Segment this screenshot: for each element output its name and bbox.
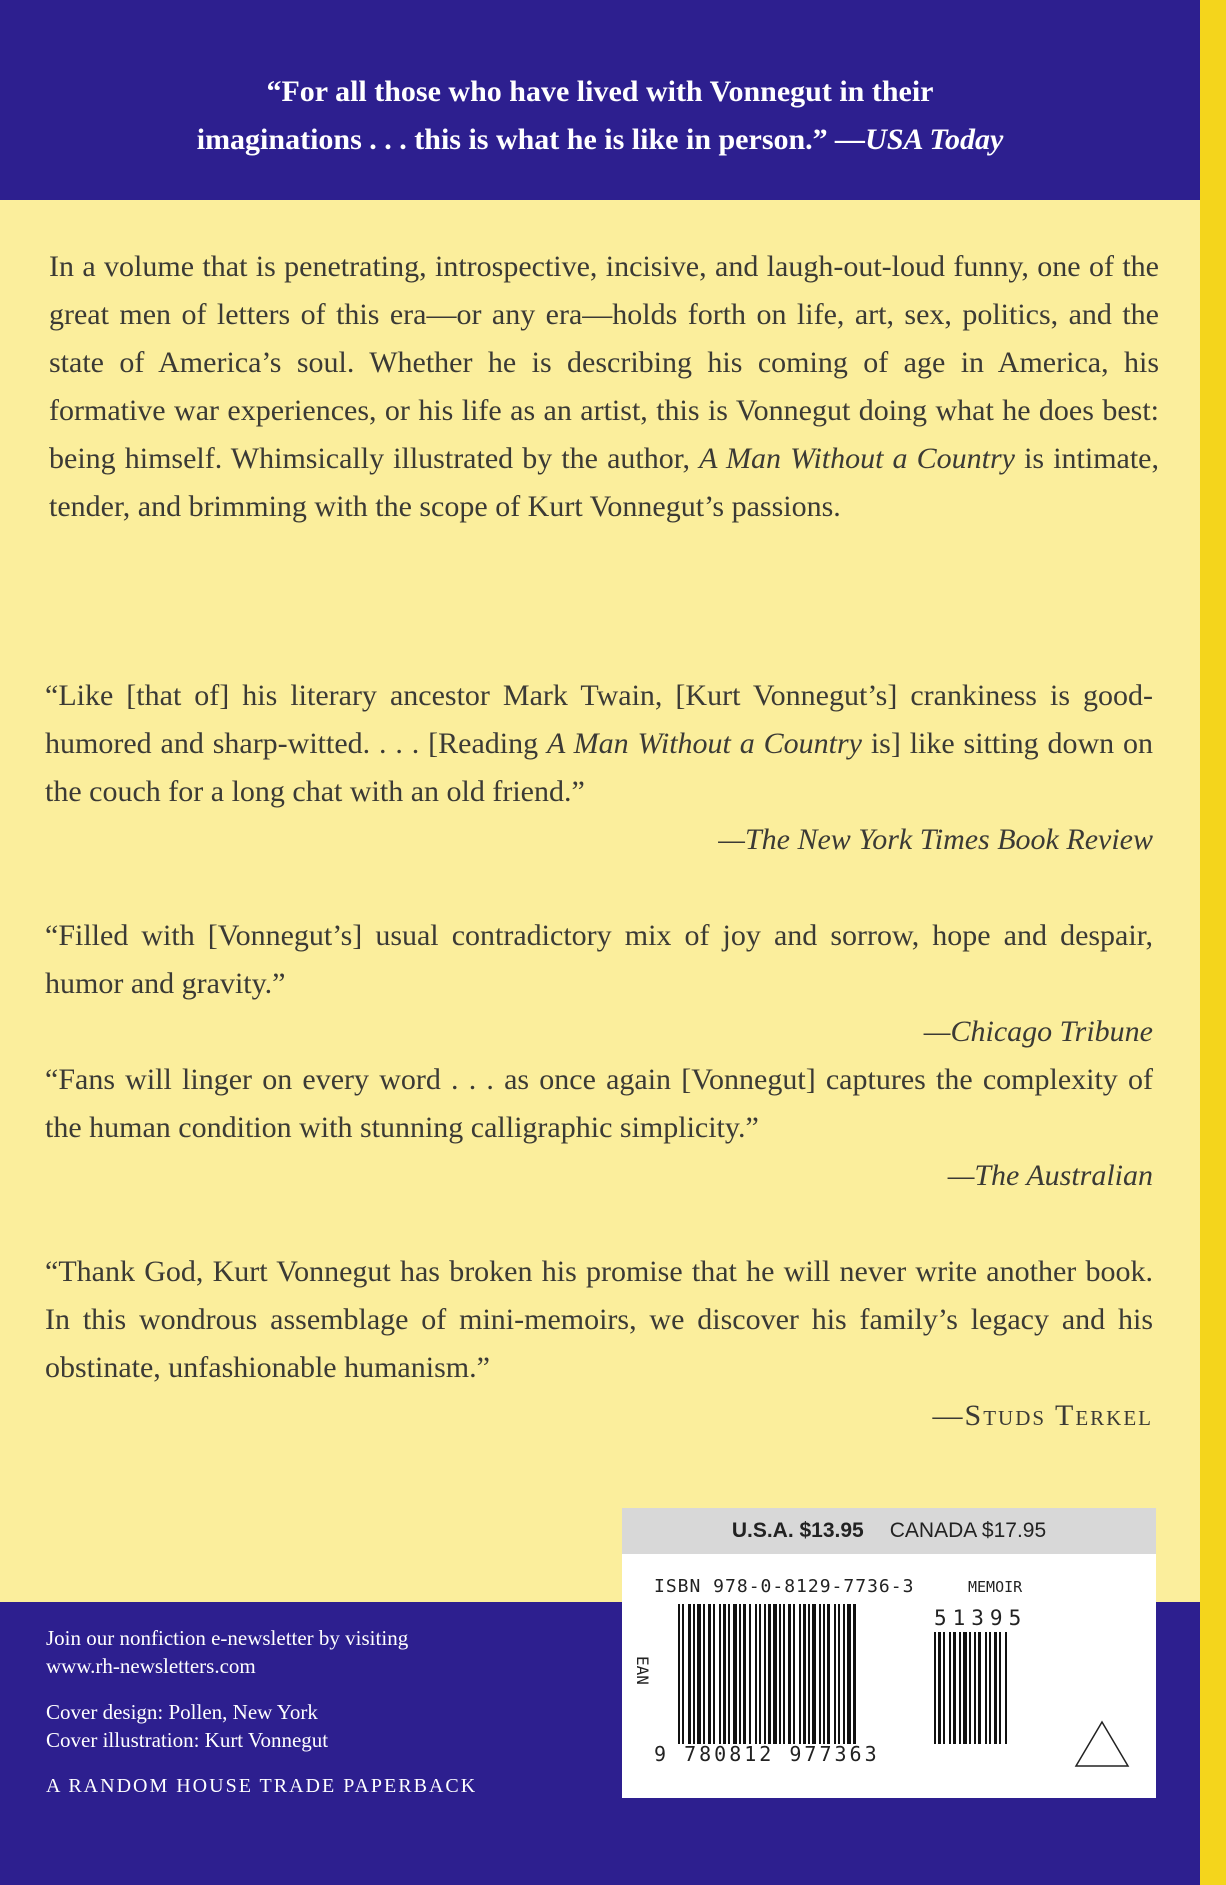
barcode-bar bbox=[713, 1604, 715, 1744]
price-addon-barcode bbox=[934, 1632, 1054, 1744]
barcode-bar bbox=[953, 1632, 956, 1744]
barcode-bar bbox=[808, 1604, 810, 1744]
barcode-bar bbox=[708, 1604, 711, 1744]
quote-text: “Fans will linger on every word . . . as once again [Vonnegut] captures the complexity of the human condition with stunning calligraphic simplicity.” bbox=[45, 1063, 1153, 1144]
barcode-bar bbox=[697, 1604, 701, 1744]
barcode-bar bbox=[978, 1632, 981, 1744]
barcode-bar bbox=[959, 1632, 961, 1744]
publisher-imprint: A RANDOM HOUSE TRADE PAPERBACK bbox=[46, 1775, 478, 1797]
book-description bbox=[49, 243, 1159, 531]
ean-barcode bbox=[678, 1604, 918, 1744]
cover-illustration-credit: Cover illustration: Kurt Vonnegut bbox=[46, 1728, 329, 1752]
barcode-bar bbox=[949, 1632, 951, 1744]
review-quote-australian bbox=[45, 1056, 1153, 1200]
blurb-part-2: is intimate, tender, and brimming with the scope of Kurt Vonnegut’s passions. bbox=[49, 442, 1159, 523]
quote-text-pre: “Like [that of] his literary ancestor Mark Twain, [Kurt Vonnegut’s] crankiness is good-humored and sharp-witted. . . . [Reading bbox=[45, 679, 1153, 760]
tagline-line-2-text: imaginations . . . this is what he is like in person.” bbox=[196, 123, 836, 156]
barcode-bar bbox=[783, 1604, 785, 1744]
barcode-bar bbox=[812, 1604, 816, 1744]
barcode-bar bbox=[969, 1632, 971, 1744]
tagline-line-1: “For all those who have lived with Vonnegut in their bbox=[266, 75, 934, 108]
barcode-bar bbox=[723, 1604, 726, 1744]
tagline-source: —USA Today bbox=[835, 123, 1004, 156]
blurb-part-1: In a volume that is penetrating, introspective, incisive, and laugh-out-loud funny, one of the great men of letters of this era—or any era—holds forth on life, art, sex, politics, and the state of America’s soul. Whether he is describing his coming of age in America, his formative war experiences, or his life as an artist, this is Vonnegut doing what he does best: being himself. Whimsically illustrated by the author, bbox=[49, 250, 1159, 475]
barcode-box bbox=[622, 1508, 1156, 1798]
barcode-bar bbox=[768, 1604, 771, 1744]
quote-text: “Thank God, Kurt Vonnegut has broken his promise that he will never write another book. In this wondrous assemblage of mini-memoirs, we discover his family’s legacy and his obstinate, unfashionable humanism.” bbox=[45, 1255, 1153, 1384]
publisher-triangle-logo bbox=[1072, 1718, 1132, 1770]
price-usa: U.S.A. $13.95 bbox=[731, 1519, 864, 1542]
barcode-bar bbox=[739, 1604, 741, 1744]
barcode-bar bbox=[943, 1632, 945, 1744]
newsletter-text: Join our nonfiction e-newsletter by visiting bbox=[46, 1626, 409, 1650]
barcode-bar bbox=[938, 1632, 941, 1744]
barcode-bar bbox=[749, 1604, 751, 1744]
barcode-bar bbox=[788, 1604, 791, 1744]
barcode-bar bbox=[853, 1604, 856, 1744]
barcode-bar bbox=[678, 1604, 680, 1744]
ean-label: EAN bbox=[633, 1656, 652, 1685]
quote-source: —The New York Times Book Review bbox=[718, 823, 1153, 856]
barcode-bar bbox=[838, 1604, 840, 1744]
barcode-bar bbox=[963, 1632, 967, 1744]
barcode-bar bbox=[823, 1604, 825, 1744]
barcode-bar bbox=[755, 1604, 757, 1744]
barcode-bar bbox=[688, 1604, 691, 1744]
barcode-bar bbox=[1005, 1632, 1007, 1744]
quote-source: —Chicago Tribune bbox=[923, 1015, 1153, 1048]
barcode-bar bbox=[834, 1604, 836, 1744]
barcode-bar bbox=[759, 1604, 761, 1744]
tagline-line-2 bbox=[0, 116, 1200, 164]
barcode-bar bbox=[994, 1632, 997, 1744]
blurb-book-title: A Man Without a Country bbox=[699, 442, 1015, 475]
tagline bbox=[0, 68, 1200, 164]
quote-book-title: A Man Without a Country bbox=[547, 727, 862, 760]
barcode-bar bbox=[743, 1604, 746, 1744]
newsletter-url: www.rh-newsletters.com bbox=[46, 1654, 256, 1678]
cover-design-credit: Cover design: Pollen, New York bbox=[46, 1700, 318, 1724]
barcode-bar bbox=[793, 1604, 795, 1744]
review-quote-nyt bbox=[45, 672, 1153, 864]
barcode-bar bbox=[827, 1604, 830, 1744]
quote-source: —The Australian bbox=[947, 1159, 1153, 1192]
barcode-bar bbox=[728, 1604, 730, 1744]
barcode-bar bbox=[974, 1632, 976, 1744]
barcode-bar bbox=[985, 1632, 987, 1744]
barcode-digits: 9 780812 977363 bbox=[654, 1742, 880, 1766]
barcode-bar bbox=[819, 1604, 821, 1744]
isbn-number: ISBN 978-0-8129-7736-3 bbox=[654, 1576, 915, 1597]
barcode-bar bbox=[703, 1604, 705, 1744]
book-category: MEMOIR bbox=[968, 1578, 1023, 1596]
review-quote-chicago-tribune bbox=[45, 912, 1153, 1056]
barcode-bar bbox=[843, 1604, 845, 1744]
barcode-bar bbox=[764, 1604, 766, 1744]
barcode-bar bbox=[682, 1604, 684, 1744]
price-canada: CANADA $17.95 bbox=[889, 1519, 1047, 1542]
barcode-bar bbox=[719, 1604, 721, 1744]
footer-credits bbox=[46, 1624, 408, 1754]
barcode-bar bbox=[779, 1604, 781, 1744]
review-quote-studs-terkel bbox=[45, 1248, 1153, 1440]
barcode-bar bbox=[847, 1604, 851, 1744]
barcode-bar bbox=[693, 1604, 695, 1744]
price-strip bbox=[622, 1508, 1156, 1554]
barcode-bar bbox=[799, 1604, 801, 1744]
quote-text: “Filled with [Vonnegut’s] usual contradictory mix of joy and sorrow, hope and despair, humor and gravity.” bbox=[45, 919, 1153, 1000]
barcode-bar bbox=[803, 1604, 806, 1744]
barcode-bar bbox=[773, 1604, 777, 1744]
price-code: 51395 bbox=[934, 1606, 1028, 1630]
barcode-bar bbox=[989, 1632, 991, 1744]
yellow-spine-edge bbox=[1200, 0, 1226, 1885]
barcode-bar bbox=[733, 1604, 737, 1744]
barcode-bar bbox=[999, 1632, 1001, 1744]
quote-text-post: is] like sitting down on the couch for a long chat with an old friend.” bbox=[45, 727, 1153, 808]
barcode-bar bbox=[934, 1632, 936, 1744]
quote-source: —Studs Terkel bbox=[932, 1399, 1153, 1432]
